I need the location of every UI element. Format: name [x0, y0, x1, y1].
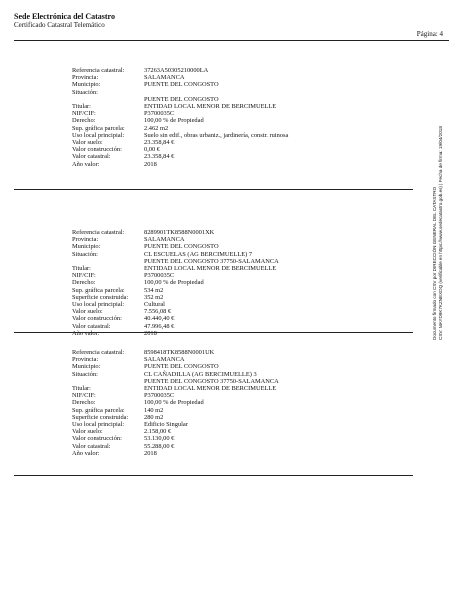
- record-field: [72, 74, 372, 81]
- header-title: Sede Electrónica del Catastro: [14, 12, 115, 21]
- record-field: [72, 146, 372, 153]
- record-field: [72, 399, 372, 406]
- record-divider: [14, 189, 413, 190]
- field-label: Año valor:: [72, 160, 100, 168]
- field-value: 8598418TK8588N0001UK: [144, 349, 215, 356]
- field-value: SALAMANCA: [144, 236, 185, 244]
- record-field: [72, 363, 372, 370]
- record-field: [72, 371, 372, 378]
- field-label: Provincia:: [72, 74, 99, 82]
- header-subtitle: Certificado Catastral Telemático: [14, 21, 105, 29]
- field-value: 100,00 % de Propiedad: [144, 399, 204, 407]
- record-divider: [14, 475, 413, 476]
- field-label: Valor construcción:: [72, 146, 122, 154]
- field-value: 7.556,08 €: [144, 308, 172, 316]
- record-field: [72, 117, 372, 124]
- field-label: Valor catastral:: [72, 442, 111, 450]
- field-label: Valor suelo:: [72, 139, 103, 147]
- record-field: [72, 103, 372, 110]
- field-value: ENTIDAD LOCAL MENOR DE BERCIMUELLE: [144, 385, 277, 393]
- field-value: Suelo sin edif., obras urbaniz., jardinería, constr. ruinosa: [144, 131, 289, 139]
- record-field: [72, 258, 372, 265]
- field-value: 2.158,00 €: [144, 428, 172, 436]
- field-value: 47.996,48 €: [144, 322, 175, 330]
- field-label: Titular:: [72, 265, 91, 273]
- field-label: [72, 378, 144, 385]
- field-label: Valor suelo:: [72, 308, 103, 316]
- field-value: 2018: [144, 449, 157, 457]
- record-field: [72, 450, 372, 457]
- record-field: [72, 125, 372, 132]
- field-value: 23.358,84 €: [144, 153, 175, 161]
- record-field: [72, 407, 372, 414]
- csv-note: CSV: MAYD9K7KZNEXDQ (verificable en https://www.sedecatastro.gob.es) | Fecha de firma: 19/04/2018: [438, 126, 443, 340]
- field-label: Sup. gráfica parcela:: [72, 286, 125, 294]
- field-value: SALAMANCA: [144, 356, 185, 364]
- record-field: [72, 443, 372, 450]
- field-value: 23.358,84 €: [144, 139, 175, 147]
- verification-sidebar: [432, 126, 450, 340]
- field-value: PUENTE DEL CONGOSTO: [144, 95, 219, 103]
- page-number: Página: 4: [416, 30, 443, 38]
- field-label: Uso local principial:: [72, 301, 125, 309]
- field-value: P3700035C: [144, 392, 175, 400]
- record-field: [72, 132, 372, 139]
- field-label: Derecho:: [72, 279, 96, 287]
- record-field: [72, 161, 372, 168]
- field-label: Provincia:: [72, 356, 99, 364]
- field-label: Valor suelo:: [72, 428, 103, 436]
- field-value: SALAMANCA: [144, 74, 185, 82]
- record-field: [72, 349, 372, 356]
- field-value: 53.130,00 €: [144, 435, 175, 443]
- record-field: [72, 308, 372, 315]
- field-label: Uso local principial:: [72, 131, 125, 139]
- record-field: [72, 265, 372, 272]
- field-label: Situación:: [72, 250, 98, 258]
- field-label: Sup. gráfica parcela:: [72, 124, 125, 132]
- field-label: Uso local principial:: [72, 421, 125, 429]
- field-value: 100,00 % de Propiedad: [144, 279, 204, 287]
- record-field: [72, 139, 372, 146]
- record-field: [72, 315, 372, 322]
- field-label: Provincia:: [72, 236, 99, 244]
- field-value: PUENTE DEL CONGOSTO 37750-SALAMANCA: [144, 257, 279, 265]
- field-label: Municipio:: [72, 81, 101, 89]
- field-label: Municipio:: [72, 363, 101, 371]
- field-label: NIF/CIF:: [72, 110, 96, 118]
- field-label: NIF/CIF:: [72, 272, 96, 280]
- field-label: Referencia catastral:: [72, 67, 125, 74]
- record-field: [72, 236, 372, 243]
- record-field: [72, 356, 372, 363]
- field-value: 37263A50305210000LA: [144, 67, 209, 74]
- field-value: Edificio Singular: [144, 421, 188, 429]
- field-label: Municipio:: [72, 243, 101, 251]
- record-field: [72, 330, 372, 337]
- record-field: [72, 301, 372, 308]
- field-label: [72, 258, 144, 265]
- field-value: 55.288,00 €: [144, 442, 175, 450]
- field-value: CL CAÑADILLA (AG BERCIMUELLE) 3: [144, 370, 257, 378]
- record-field: [72, 96, 372, 103]
- field-value: P3700035C: [144, 110, 175, 118]
- field-label: Superficie construida:: [72, 413, 129, 421]
- field-value: PUENTE DEL CONGOSTO: [144, 81, 219, 89]
- field-value: P3700035C: [144, 272, 175, 280]
- field-label: Situación:: [72, 88, 98, 96]
- field-label: Valor catastral:: [72, 322, 111, 330]
- field-value: 40.440,40 €: [144, 315, 175, 323]
- field-value: 8289901TK8588N0001XK: [144, 229, 215, 236]
- field-label: Valor catastral:: [72, 153, 111, 161]
- field-label: Año valor:: [72, 449, 100, 457]
- field-label: NIF/CIF:: [72, 392, 96, 400]
- field-label: Valor construcción:: [72, 315, 122, 323]
- record-field: [72, 323, 372, 330]
- field-value: 280 m2: [144, 413, 164, 421]
- signature-note: Documento firmado con CSV por DIRECCIÓN GENERAL DEL CATASTRO: [432, 186, 437, 340]
- field-value: PUENTE DEL CONGOSTO: [144, 363, 219, 371]
- record-field: [72, 67, 372, 74]
- record-field: [72, 421, 372, 428]
- property-record: [72, 349, 372, 457]
- record-field: [72, 287, 372, 294]
- record-field: [72, 272, 372, 279]
- field-value: 2.462 m2: [144, 124, 169, 132]
- record-field: [72, 81, 372, 88]
- field-label: Superficie construida:: [72, 293, 129, 301]
- document-header: [14, 12, 115, 29]
- field-value: PUENTE DEL CONGOSTO 37750-SALAMANCA: [144, 377, 279, 385]
- record-divider: [14, 332, 413, 333]
- field-value: ENTIDAD LOCAL MENOR DE BERCIMUELLE: [144, 265, 277, 273]
- field-label: Valor construcción:: [72, 435, 122, 443]
- field-label: Titular:: [72, 385, 91, 393]
- record-field: [72, 153, 372, 160]
- record-field: [72, 251, 372, 258]
- field-value: 100,00 % de Propiedad: [144, 117, 204, 125]
- field-value: 534 m2: [144, 286, 164, 294]
- record-field: [72, 243, 372, 250]
- field-label: Año valor:: [72, 329, 100, 337]
- field-label: Derecho:: [72, 399, 96, 407]
- record-field: [72, 89, 372, 96]
- record-field: [72, 428, 372, 435]
- field-label: Derecho:: [72, 117, 96, 125]
- field-label: [72, 96, 144, 103]
- record-field: [72, 110, 372, 117]
- record-field: [72, 378, 372, 385]
- field-value: CL ESCUELAS (AG BERCIMUELLE) 7: [144, 250, 253, 258]
- field-label: Titular:: [72, 103, 91, 111]
- header-divider: [14, 40, 449, 41]
- field-label: Situación:: [72, 370, 98, 378]
- field-value: [144, 89, 372, 96]
- field-label: Referencia catastral:: [72, 349, 125, 356]
- record-field: [72, 435, 372, 442]
- field-value: 2018: [144, 160, 157, 168]
- record-field: [72, 414, 372, 421]
- property-record: [72, 229, 372, 337]
- field-label: Sup. gráfica parcela:: [72, 406, 125, 414]
- field-value: ENTIDAD LOCAL MENOR DE BERCIMUELLE: [144, 103, 277, 111]
- field-value: 2018: [144, 329, 157, 337]
- property-record: [72, 67, 372, 168]
- record-field: [72, 392, 372, 399]
- field-value: Cultural: [144, 301, 165, 309]
- record-field: [72, 294, 372, 301]
- field-value: 352 m2: [144, 293, 164, 301]
- record-field: [72, 229, 372, 236]
- field-value: 0,00 €: [144, 146, 160, 154]
- field-value: PUENTE DEL CONGOSTO: [144, 243, 219, 251]
- field-value: 140 m2: [144, 406, 164, 414]
- field-label: Referencia catastral:: [72, 229, 125, 236]
- record-field: [72, 385, 372, 392]
- record-field: [72, 279, 372, 286]
